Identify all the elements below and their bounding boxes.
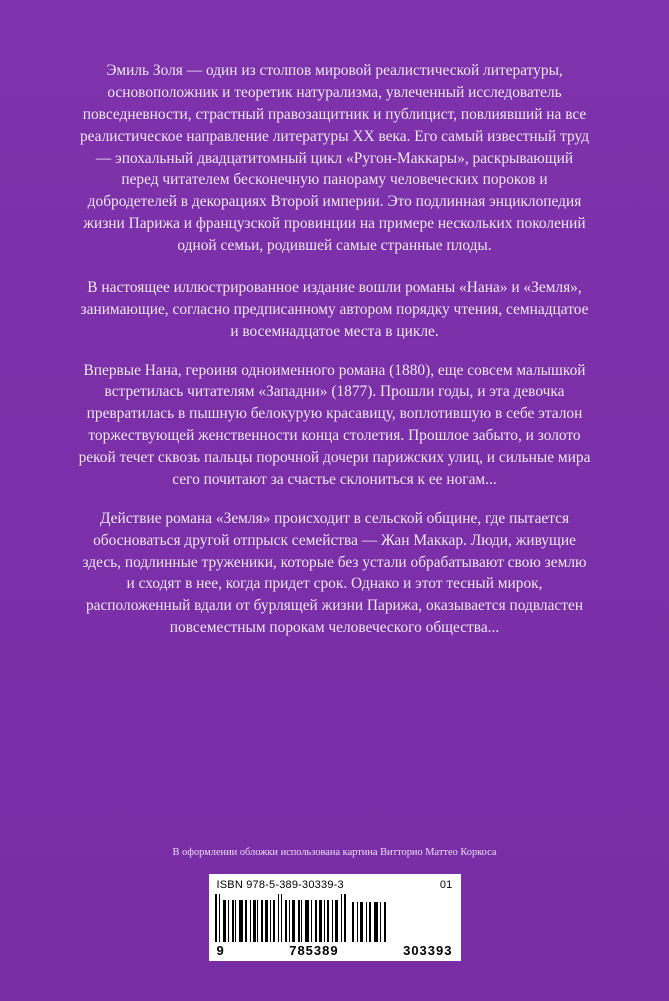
barcode-digits (215, 942, 455, 958)
barcode-digit-group-2: 303393 (403, 943, 453, 958)
isbn-row (215, 879, 455, 894)
blurb-paragraph-2: В настоящее иллюстрированное издание вошли романы «Нана» и «Земля», занимающие, согласно предписанному автором порядку чтения, семнадцатое и восемнадцатое места в цикле. (80, 278, 589, 340)
cover-artwork-credit: В оформлении обложки использована картина Витторио Маттео Коркоса (172, 847, 497, 858)
isbn-label: ISBN 978-5-389-30339-3 (216, 879, 344, 891)
blurb-paragraph-3: Впервые Нана, героиня одноименного романа (1880), еще совсем малышкой встретилась читателям «Западни» (1877). Прошли годы, и эта девочка превратилась в пышную белокурую красавицу, воплотившую в себе эталон торжествующей женственности конца столетия. Прошлое забыто, и золото рекой течет сквозь пальцы порочной дочери парижских улиц, и сильные мира сего почитают за счастье склониться к ее ногам... (78, 361, 591, 488)
barcode-block (209, 874, 461, 961)
barcode-bars (215, 894, 455, 942)
blurb-paragraph-1: Эмиль Золя — один из столпов мировой реалистической литературы, основоположник и теоретик натурализма, увлеченный исследователь повседневности, страстный правозащитник и публицист, повлиявший на все реалистическое направление литературы XX века. Его самый известный труд — эпохальный двадцатитомный цикл «Ругон-Маккары», раскрывающий перед читателем бесконечную панораму человеческих пороков и добродетелей в декорациях Второй империи. Это подлинная энциклопедия жизни Парижа и французской провинции на примере нескольких поколений одной семьи, родившей самые странные плоды. (79, 62, 590, 254)
barcode-digit-group-1: 785389 (289, 943, 339, 958)
barcode-addon: 01 (439, 879, 453, 891)
barcode-digit-prefix: 9 (216, 943, 225, 958)
cover-bottom-edge (0, 979, 669, 1001)
blurb-paragraph-4: Действие романа «Земля» происходит в сельской общине, где пытается обосноваться другой отпрыск семейства — Жан Маккар. Люди, живущие здесь, подлинные труженики, которые без устали обрабатывают свою землю и сходят в нее, когда придет срок. Однако и этот тесный мирок, расположенный вдали от бурлящей жизни Парижа, оказывается подвластен повсеместным порокам человеческого общества... (82, 509, 587, 637)
